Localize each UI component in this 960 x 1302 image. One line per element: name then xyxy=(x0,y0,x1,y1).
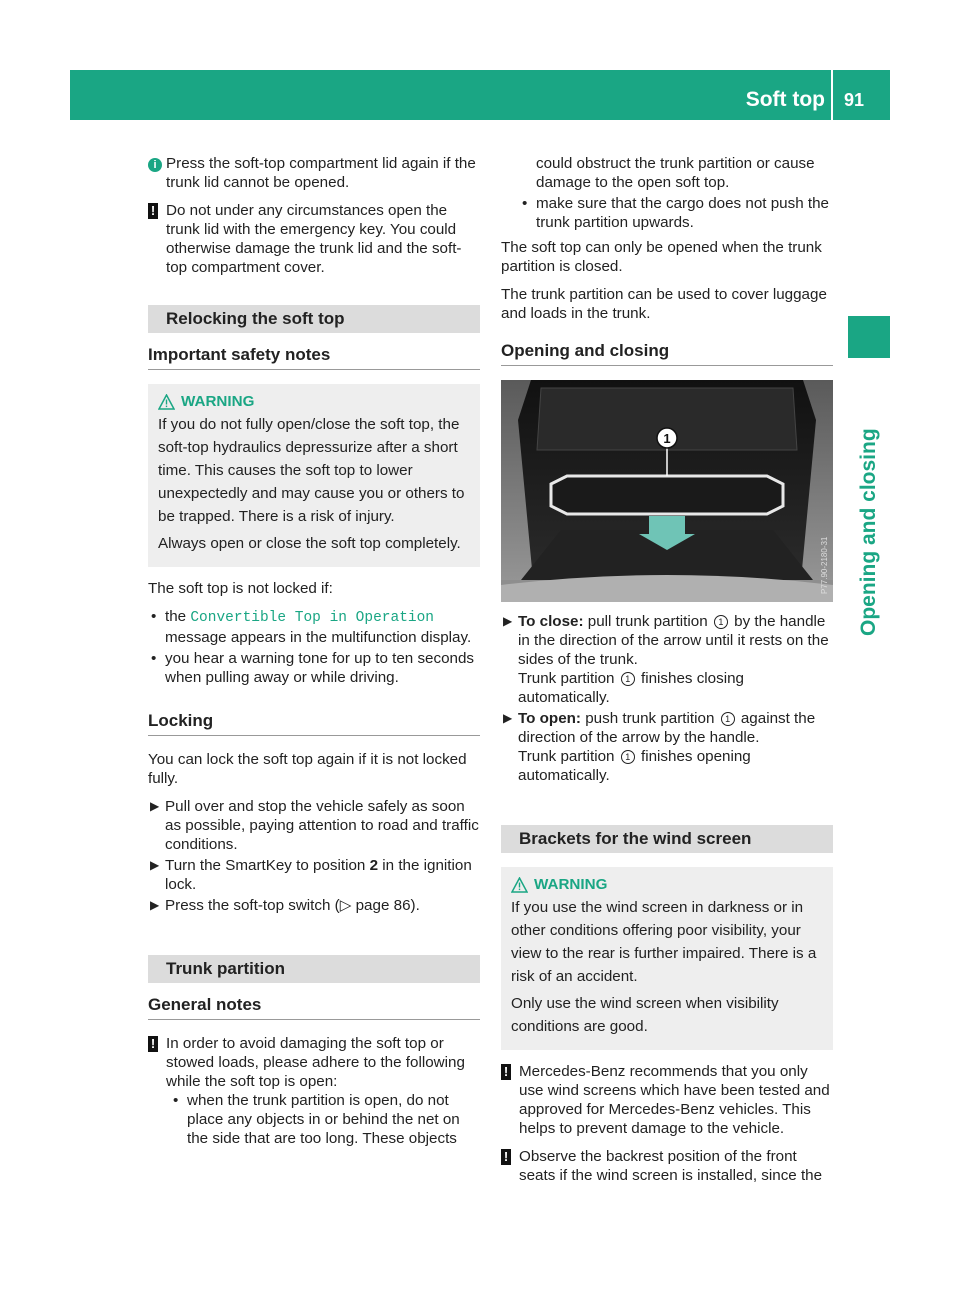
warning-triangle-icon xyxy=(158,394,175,410)
exclamation-icon: ! xyxy=(501,1064,511,1080)
exclamation-icon: ! xyxy=(501,1149,511,1165)
trunk-photo xyxy=(501,380,833,602)
section-heading: Trunk partition xyxy=(148,955,480,983)
arrow-right-icon: ▶ xyxy=(150,799,160,813)
warning-header: WARNING xyxy=(158,390,470,413)
step-item: ▶ To close: pull trunk partition 1 by the handle in the direction of the arrow until it rests on the sides of the trunk. Trunk partition 1 finishes closing automatically. xyxy=(503,613,829,706)
paragraph: You can lock the soft top again if it is not locked fully. xyxy=(148,751,467,787)
exclamation-icon: ! xyxy=(148,1036,158,1052)
warning-box xyxy=(148,384,480,567)
step-item: ▶ Pull over and stop the vehicle safely as soon as possible, paying attention to road and traffic conditions. xyxy=(150,798,479,853)
section-heading: Relocking the soft top xyxy=(148,305,480,333)
paragraph: The trunk partition can be used to cover luggage and loads in the trunk. xyxy=(501,286,827,322)
warning-text: Only use the wind screen when visibility conditions are good. xyxy=(511,995,779,1035)
warning-box xyxy=(501,867,833,1050)
list-item: • the Convertible Top in Operation message appears in the multifunction display. xyxy=(148,607,480,647)
subheading: Important safety notes xyxy=(148,345,480,370)
subheading: Opening and closing xyxy=(501,341,833,366)
warning-text: If you do not fully open/close the soft top, the soft-top hydraulics depressurize after a short time. This causes the soft top to lower unexpectedly and may cause you or others to be trapped. There is a risk of injury. xyxy=(158,416,465,525)
figure-code: P77.90-2180-31 xyxy=(820,536,829,594)
arrow-right-icon: ▶ xyxy=(150,858,160,872)
paragraph: The soft top can only be opened when the trunk partition is closed. xyxy=(501,239,822,275)
display-message: Convertible Top in Operation xyxy=(190,610,434,626)
warning-text: Always open or close the soft top completely. xyxy=(158,535,461,552)
notice-note: ! Mercedes-Benz recommends that you only use wind screens which have been tested and approved for Mercedes-Benz vehicles. This helps to prevent damage to the vehicle. xyxy=(501,1062,833,1138)
left-column xyxy=(148,154,480,1157)
step-item: ▶ Press the soft-top switch (▷ page 86). xyxy=(150,897,420,914)
side-tab-marker xyxy=(848,316,890,358)
step-item: ▶ To open: push trunk partition 1 against the direction of the arrow by the handle. Trunk partition 1 finishes opening automatically. xyxy=(503,710,816,784)
right-column xyxy=(501,154,833,1194)
info-note: i Press the soft-top compartment lid again if the trunk lid cannot be opened. xyxy=(148,154,480,192)
warning-header: WARNING xyxy=(511,873,823,896)
paragraph: The soft top is not locked if: xyxy=(148,580,333,597)
warning-triangle-icon xyxy=(511,877,528,893)
header-title: Soft top xyxy=(745,88,825,111)
list-item: • you hear a warning tone for up to ten seconds when pulling away or while driving. xyxy=(148,649,480,687)
trunk-partition-illustration xyxy=(501,380,833,602)
side-tab-title: Opening and closing xyxy=(857,428,880,636)
callout-1-ref: 1 xyxy=(621,750,635,764)
list-item: • make sure that the cargo does not push the trunk partition upwards. xyxy=(519,194,833,232)
continued-text: could obstruct the trunk partition or cause damage to the open soft top. xyxy=(536,155,815,191)
callout-1-ref: 1 xyxy=(714,615,728,629)
arrow-right-icon: ▶ xyxy=(503,711,513,725)
list-item: • when the trunk partition is open, do not place any objects in or behind the net on the side that are too long. These objects xyxy=(170,1091,480,1148)
warning-text: If you use the wind screen in darkness or in other conditions offering poor visibility, your view to the rear is further impaired. There is a risk of an accident. xyxy=(511,899,817,985)
subheading: General notes xyxy=(148,995,480,1020)
info-icon: i xyxy=(148,158,162,172)
notice-note: ! In order to avoid damaging the soft top or stowed loads, please adhere to the following while the soft top is open: • when the trunk partition is open, do not place any objects in or behind the net on the side that are too long. These objects xyxy=(148,1034,480,1148)
section-heading: Brackets for the wind screen xyxy=(501,825,833,853)
callout-1-ref: 1 xyxy=(621,672,635,686)
notice-note: ! Observe the backrest position of the front seats if the wind screen is installed, since the xyxy=(501,1147,833,1185)
arrow-right-icon: ▶ xyxy=(150,898,160,912)
subheading: Locking xyxy=(148,711,480,736)
arrow-right-icon: ▶ xyxy=(503,614,513,628)
header-divider xyxy=(831,70,833,120)
notice-note: ! Do not under any circumstances open the trunk lid with the emergency key. You could otherwise damage the trunk lid and the soft-top compartment cover. xyxy=(148,201,480,277)
exclamation-icon: ! xyxy=(148,203,158,219)
step-item: ▶ Turn the SmartKey to position 2 in the ignition lock. xyxy=(150,857,472,893)
page-number: 91 xyxy=(844,90,865,110)
callout-1-ref: 1 xyxy=(721,712,735,726)
callout-1: 1 xyxy=(663,431,671,446)
